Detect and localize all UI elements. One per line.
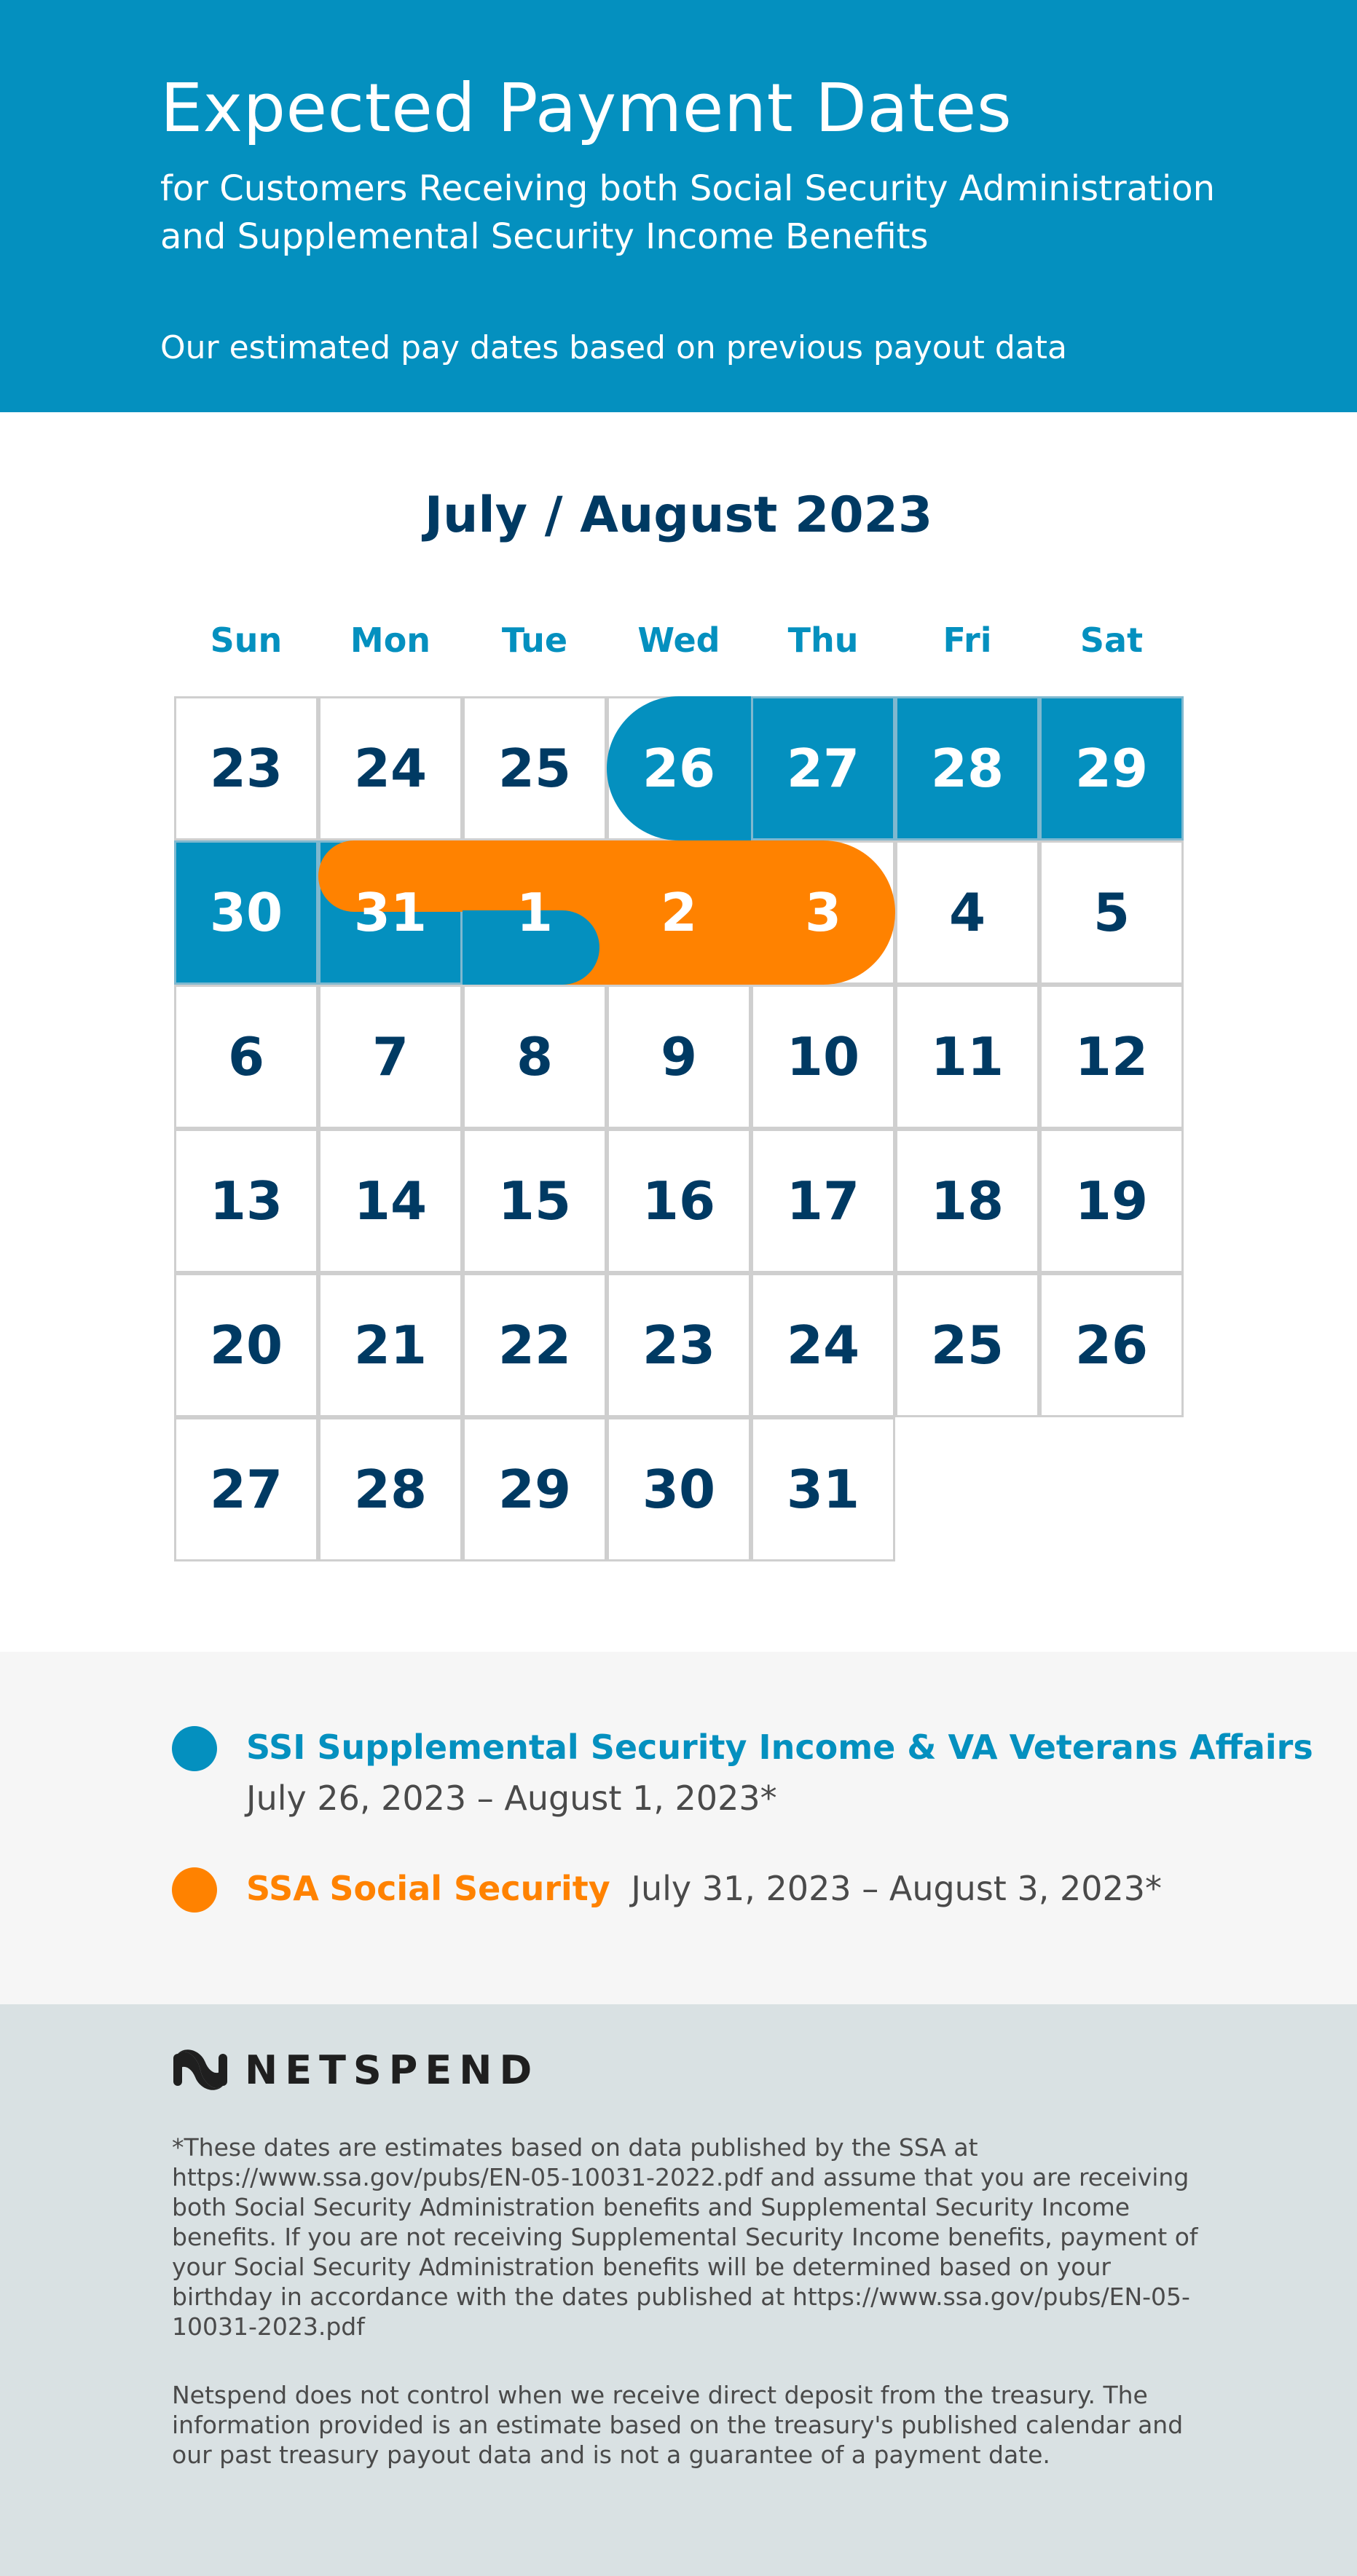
calendar-day-number: 5 (1093, 882, 1130, 943)
netspend-logo (172, 2047, 539, 2093)
calendar-day-number: 13 (209, 1170, 283, 1232)
ssi-abbr: SSI (246, 1728, 306, 1767)
calendar-day-number: 31 (353, 882, 428, 943)
page-title: Expected Payment Dates (160, 69, 1012, 147)
calendar-day-number: 26 (1074, 1315, 1149, 1376)
ssa-abbr: SSA (246, 1869, 319, 1908)
weekday-thu: Thu (787, 621, 859, 660)
va-abbr: VA (948, 1728, 998, 1767)
calendar-day-number: 11 (930, 1026, 1004, 1087)
header-note: Our estimated pay dates based on previous payout data (160, 329, 1067, 366)
calendar-empty-cell (895, 1417, 1039, 1561)
weekday-wed: Wed (637, 621, 720, 660)
calendar-day-number: 9 (660, 1026, 698, 1087)
calendar-day-number: 18 (930, 1170, 1004, 1232)
calendar-day-number: 8 (516, 1026, 554, 1087)
calendar-day-number: 23 (642, 1315, 716, 1376)
calendar-day-number: 30 (642, 1459, 716, 1520)
calendar-day-number: 22 (497, 1315, 572, 1376)
calendar-day-number: 25 (930, 1315, 1004, 1376)
calendar-day-number: 4 (948, 882, 986, 943)
calendar-day-number: 10 (786, 1026, 860, 1087)
ssa-name: Social Security (329, 1869, 610, 1908)
calendar-day-number: 7 (371, 1026, 409, 1087)
calendar-day-number: 12 (1074, 1026, 1149, 1087)
calendar-day-number: 27 (209, 1459, 283, 1520)
page-subtitle: for Customers Receiving both Social Security Administration and Supplemental Security Income Benefits (160, 168, 1216, 257)
ssi-legend-dates: July 26, 2023 – August 1, 2023* (246, 1779, 777, 1818)
calendar-day-number: 26 (642, 738, 716, 799)
weekday-sun: Sun (210, 621, 283, 660)
calendar-day-number: 25 (497, 738, 572, 799)
ssi-legend-dot (172, 1726, 217, 1771)
ssa-legend-line (246, 1869, 1162, 1908)
netspend-logo-icon (172, 2048, 229, 2092)
calendar-day-number: 1 (516, 882, 554, 943)
calendar-day-number: 24 (353, 738, 428, 799)
calendar-day-number: 15 (497, 1170, 572, 1232)
calendar-day-number: 29 (497, 1459, 572, 1520)
calendar-day-number: 31 (786, 1459, 860, 1520)
netspend-logo-text: NETSPEND (245, 2047, 540, 2093)
calendar-day-number: 14 (353, 1170, 428, 1232)
ssa-legend-dates: July 31, 2023 – August 3, 2023* (631, 1869, 1163, 1908)
calendar-day-number: 16 (642, 1170, 716, 1232)
disclaimer-treasury: Netspend does not control when we receive direct deposit from the treasury. The information provided is an estimate based on the treasury's published calendar and our past treasury payout data and is not a guarantee of a payment date. (172, 2381, 1184, 2469)
calendar-day-number: 2 (660, 882, 698, 943)
weekday-fri: Fri (943, 621, 992, 660)
calendar-day-number: 3 (804, 882, 842, 943)
ssa-legend-dot (172, 1867, 217, 1913)
calendar-day-number: 19 (1074, 1170, 1149, 1232)
weekday-mon: Mon (350, 621, 431, 660)
calendar-day-number: 6 (227, 1026, 265, 1087)
calendar-day-number: 30 (209, 882, 283, 943)
calendar-title: July / August 2023 (424, 487, 933, 544)
legend-panel (0, 1652, 1357, 2004)
calendar-day-number: 29 (1074, 738, 1149, 799)
calendar-day-number: 20 (209, 1315, 283, 1376)
ssi-name: Supplemental Security Income & (317, 1728, 937, 1767)
calendar-empty-cell (1039, 1417, 1184, 1561)
calendar-day-number: 24 (786, 1315, 860, 1376)
calendar-day-number: 28 (353, 1459, 428, 1520)
ssi-legend-title (246, 1728, 1313, 1767)
calendar-day-number: 23 (209, 738, 283, 799)
va-name: Veterans Affairs (1009, 1728, 1313, 1767)
weekday-sat: Sat (1079, 621, 1144, 660)
weekday-tue: Tue (501, 621, 568, 660)
calendar-day-number: 27 (786, 738, 860, 799)
calendar-day-number: 21 (353, 1315, 428, 1376)
disclaimer-ssa-dates: *These dates are estimates based on data published by the SSA at https://www.ssa.gov/pubs/EN-05-10031-2022.pdf and assume that you are receiving both Social Security Administration benefits and Supplemental Security Income benefits. If you are not receiving Supplemental Security Income benefits, payment of your Social Security Administration benefits will be determined based on your birthday in accordance with the dates published at https://www.ssa.gov/pubs/EN-05-10031-2023.pdf (172, 2133, 1198, 2341)
calendar-day-number: 17 (786, 1170, 860, 1232)
calendar-day-number: 28 (930, 738, 1004, 799)
